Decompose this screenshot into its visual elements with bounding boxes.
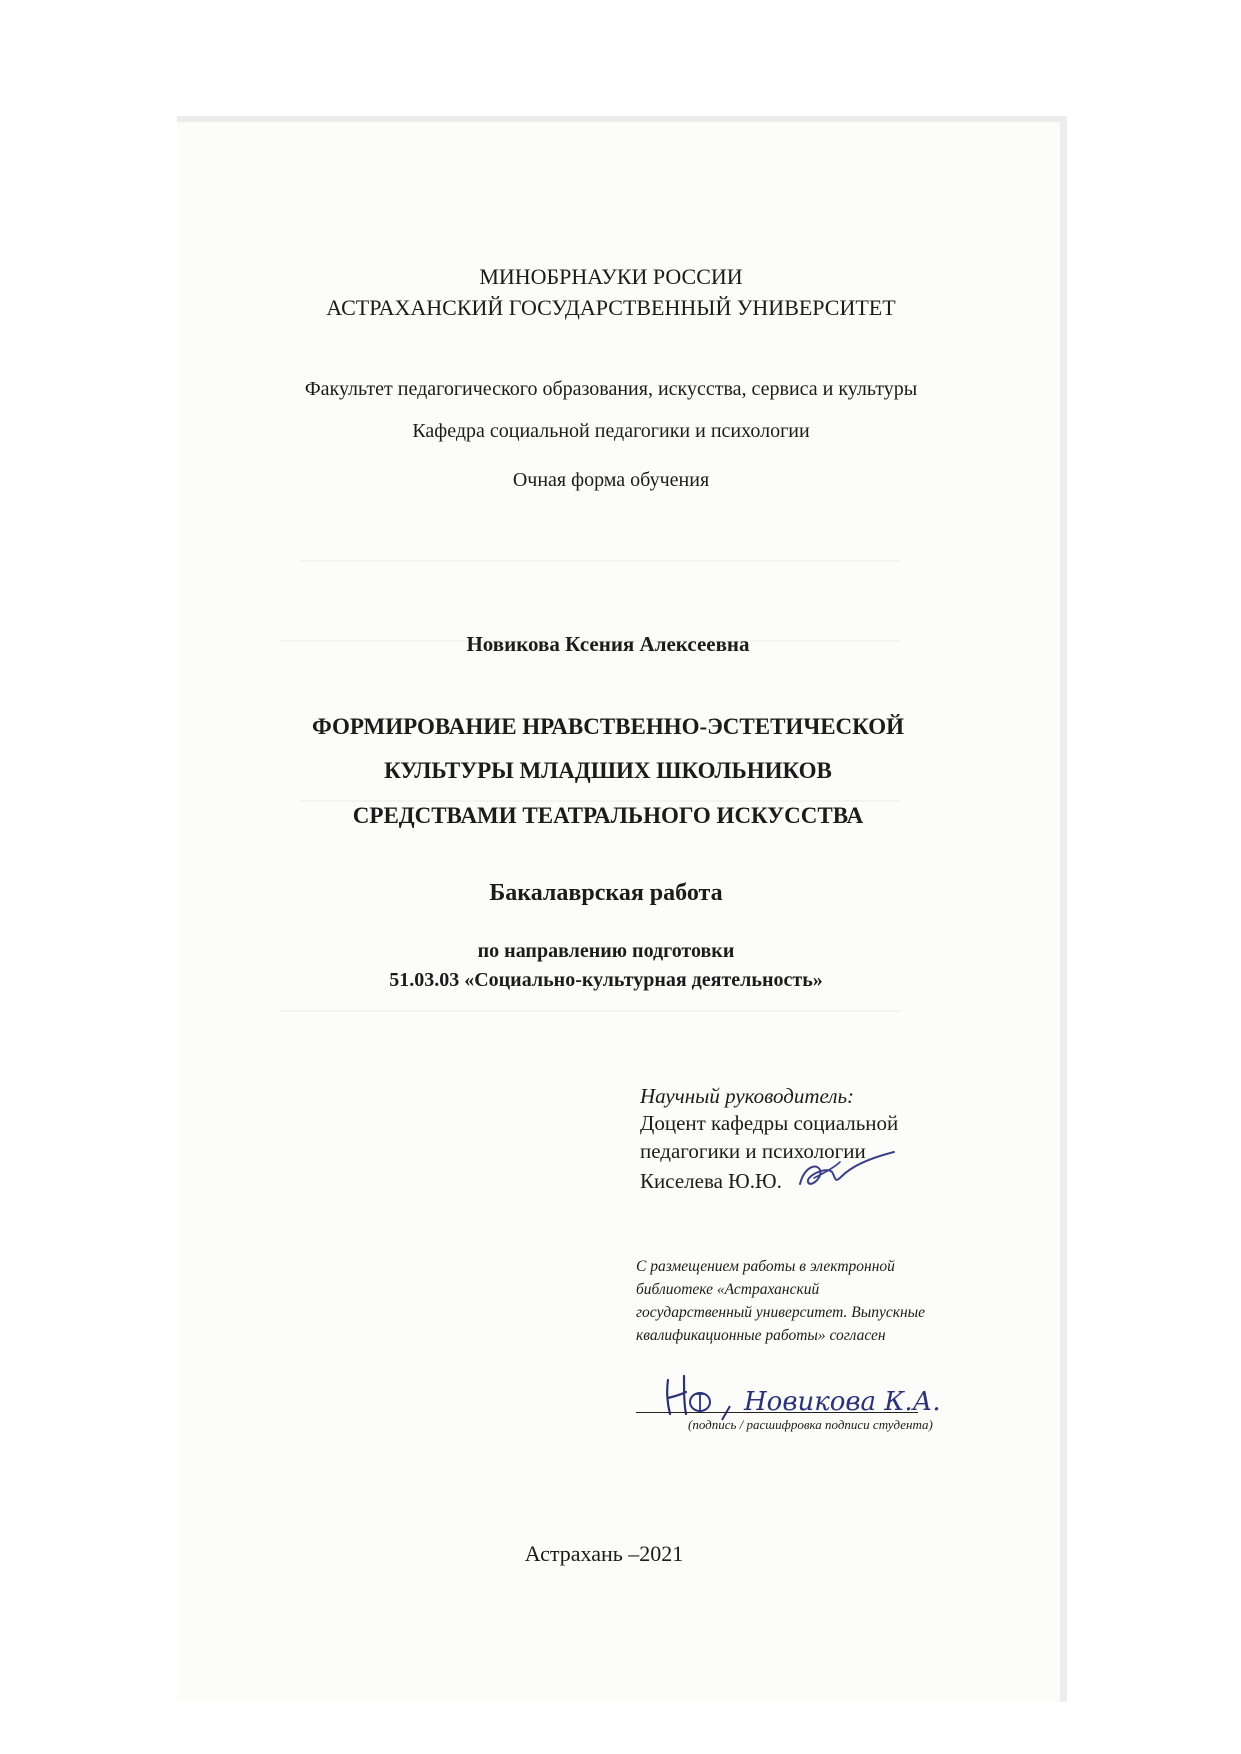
faculty-line: Факультет педагогического образования, искусства, сервиса и культуры [304,378,918,400]
direction-label: по направлению подготовки [477,940,735,962]
author-name: Новикова Ксения Алексеевна [466,632,750,656]
study-form-line: Очная форма обучения [512,469,710,491]
department-line: Кафедра социальной педагогики и психологии [412,420,810,442]
direction-code: 51.03.03 «Социально-культурная деятельность» [389,969,823,991]
supervisor-label [640,1086,854,1107]
ministry-header: МИНОБРНАУКИ РОССИИ [479,264,743,289]
document-page [177,116,1067,1702]
consent-line-4: квалификационные работы» согласен [636,1327,886,1344]
university-header: АСТРАХАНСКИЙ ГОСУДАРСТВЕННЫЙ УНИВЕРСИТЕТ [326,295,896,320]
supervisor-label-text: Научный руководитель: [640,1084,855,1108]
thesis-title-line-1: ФОРМИРОВАНИЕ НРАВСТВЕННО-ЭСТЕТИЧЕСКОЙ [311,714,905,739]
city-year: Астрахань –2021 [524,1541,684,1566]
supervisor-position-2: педагогики и психологии [640,1139,866,1163]
supervisor-position-1: Доцент кафедры социальной [640,1111,899,1135]
student-signature-text: Новикова К.А. [744,1387,941,1417]
work-type: Бакалаврская работа [489,880,723,906]
signature-underline [636,1412,918,1413]
bleed-through-line [300,560,900,562]
supervisor-signature-icon [790,1148,900,1198]
consent-line-1: С размещением работы в электронной [636,1258,895,1275]
consent-line-3: государственный университет. Выпускные [636,1304,926,1321]
thesis-title-line-3: СРЕДСТВАМИ ТЕАТРАЛЬНОГО ИСКУССТВА [352,803,864,828]
signature-caption: (подпись / расшифровка подписи студента) [688,1417,933,1432]
bleed-through-line [280,1010,900,1012]
supervisor-name: Киселева Ю.Ю. [640,1169,782,1193]
thesis-title-line-2: КУЛЬТУРЫ МЛАДШИХ ШКОЛЬНИКОВ [384,758,832,783]
bleed-through-line [300,800,900,802]
consent-line-2: библиотеке «Астраханский [636,1281,820,1298]
